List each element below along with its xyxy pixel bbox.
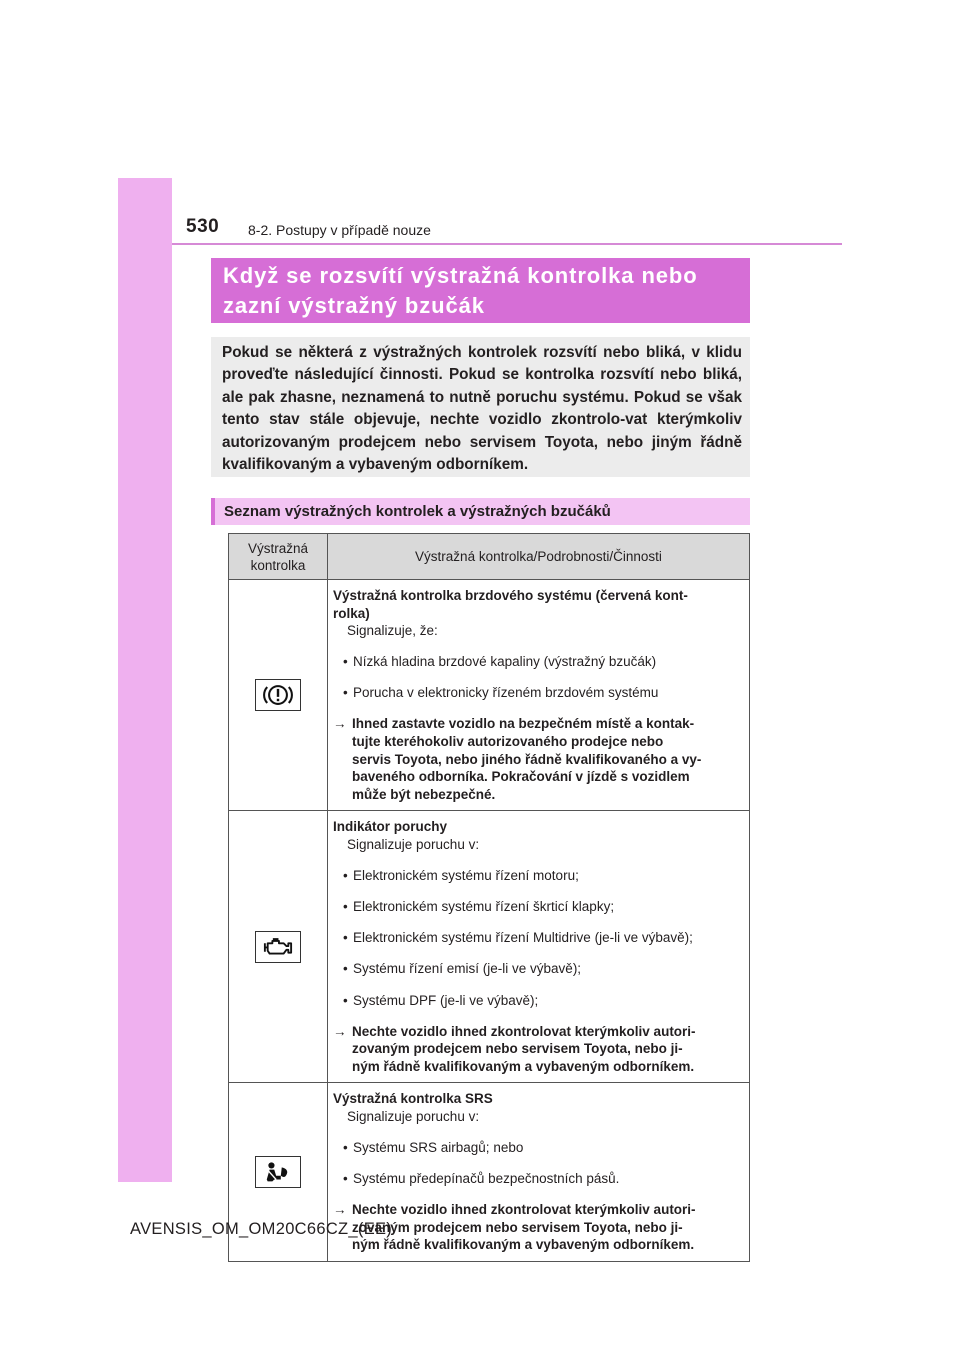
- arrow-right-icon: →: [333, 716, 347, 732]
- section-heading-box: [211, 498, 750, 525]
- page-title-box: [211, 258, 750, 323]
- table-header-row: [229, 534, 750, 580]
- signal-text: Signalizuje, že:: [347, 623, 438, 639]
- engine-check-icon: [255, 931, 301, 963]
- list-item: • Elektronickém systému řízení škrticí klapky;: [333, 898, 749, 916]
- list-item: • Porucha v elektronicky řízeném brzdovém systému: [333, 684, 749, 702]
- intro-box: [211, 337, 750, 477]
- arrow-right-icon: →: [333, 1023, 347, 1039]
- page-number: 530: [186, 216, 220, 237]
- action-line: Nechte vozidlo ihned zkontrolovat kterýmkoliv autori-: [352, 1202, 696, 1218]
- item-title: Výstražná kontrolka brzdového systému (červená kont-: [333, 588, 688, 603]
- action-line: ným řádně kvalifikovaným a vybaveným odborníkem.: [352, 1237, 695, 1253]
- action: [333, 715, 749, 803]
- table-header-details: Výstražná kontrolka/Podrobnosti/Činnosti: [328, 534, 750, 580]
- details-cell: [328, 580, 750, 811]
- list-item: • Elektronickém systému řízení motoru;: [333, 867, 749, 885]
- page-title-line-1: Když se rozsvítí výstražná kontrolka nebo: [223, 263, 698, 288]
- action-line: zovaným prodejcem nebo servisem Toyota, nebo ji-: [352, 1041, 683, 1057]
- action: [333, 1023, 749, 1076]
- table-header-indicator: Výstražná kontrolka: [229, 534, 328, 580]
- action-text: [352, 715, 749, 803]
- details-cell: [328, 811, 750, 1083]
- chapter-sidebar-tab: [118, 178, 172, 1182]
- item-title: rolka): [333, 605, 370, 621]
- table-row: [229, 811, 750, 1083]
- action-line: Ihned zastavte vozidlo na bezpečném místě a kontak-: [352, 716, 695, 732]
- list-item: • Systému DPF (je-li ve výbavě);: [333, 992, 749, 1010]
- item-title: Indikátor poruchy: [333, 819, 448, 835]
- list-item: • Elektronickém systému řízení Multidrive (je-li ve výbavě);: [333, 929, 749, 947]
- indicator-cell: [229, 811, 328, 1083]
- action-text: [352, 1023, 749, 1076]
- brake-warning-icon: [255, 679, 301, 711]
- action-line: může být nebezpečné.: [352, 786, 496, 802]
- list-item: • Systému SRS airbagů; nebo: [333, 1139, 749, 1157]
- srs-airbag-icon: [255, 1156, 301, 1188]
- action-line: Nechte vozidlo ihned zkontrolovat kterýmkoliv autori-: [352, 1023, 696, 1039]
- header-divider: [172, 243, 842, 245]
- signal-text: Signalizuje poruchu v:: [347, 1108, 480, 1124]
- list-item: • Nízká hladina brzdové kapaliny (výstražný bzučák): [333, 653, 749, 671]
- list-item: • Systému předepínačů bezpečnostních pásů.: [333, 1170, 749, 1188]
- action-line: tujte kteréhokoliv autorizovaného prodejce nebo: [352, 734, 664, 750]
- document-footer-code: AVENSIS_OM_OM20C66CZ_(EE): [130, 1220, 393, 1238]
- warning-lights-table: [228, 533, 750, 1262]
- page-title-line-2: zazní výstražný bzučák: [223, 293, 485, 318]
- header-section-title: 8-2. Postupy v případě nouze: [248, 222, 431, 238]
- section-heading: Seznam výstražných kontrolek a výstražných bzučáků: [224, 503, 611, 520]
- list-item: • Systému řízení emisí (je-li ve výbavě);: [333, 960, 749, 978]
- arrow-right-icon: →: [333, 1202, 347, 1218]
- item-title: Výstražná kontrolka SRS: [333, 1091, 493, 1107]
- intro-text: Pokud se některá z výstražných kontrolek rozsvítí nebo bliká, v klidu proveďte následující činnosti. Pokud se kontrolka rozsvítí nebo bliká, ale pak zhasne, neznamená to nutně poruchu systému. Pokud se však tento stav stále objevuje, nechte vozidlo zkontrolo-vat kterýmkoliv autorizovaným prodejcem nebo servisem Toyota, nebo jiným řádně kvalifikovaným a vybaveným odborníkem.: [222, 344, 742, 474]
- action-line: servis Toyota, nebo jiného řádně kvalifikovaného a vy-: [352, 751, 702, 767]
- action-line: zovaným prodejcem nebo servisem Toyota, nebo ji-: [352, 1219, 683, 1235]
- action-line: ným řádně kvalifikovaným a vybaveným odborníkem.: [352, 1058, 695, 1074]
- signal-text: Signalizuje poruchu v:: [347, 837, 480, 853]
- action-line: baveného odborníka. Pokračování v jízdě s vozidlem: [352, 769, 690, 785]
- action-text: [352, 1201, 749, 1254]
- action: [333, 1201, 749, 1254]
- table-row: [229, 580, 750, 811]
- indicator-cell: [229, 580, 328, 811]
